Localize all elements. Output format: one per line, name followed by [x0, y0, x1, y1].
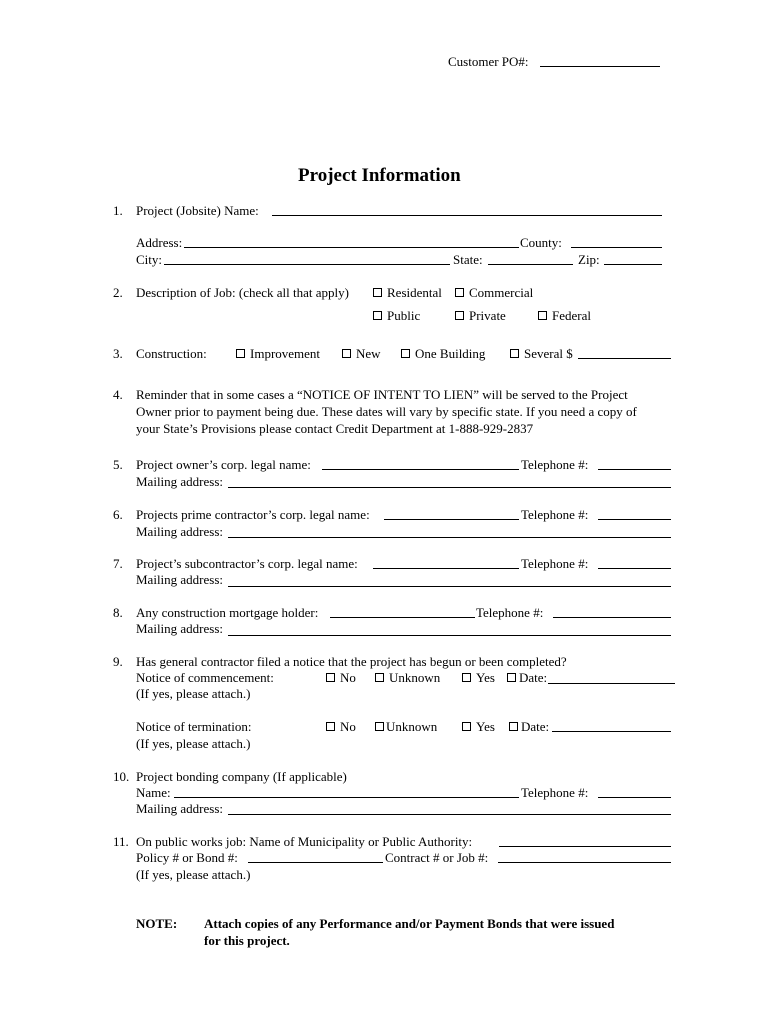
- address-label: Address:: [136, 235, 183, 250]
- commencement-date-checkbox[interactable]: [507, 673, 516, 682]
- termination-yes-label: Yes: [476, 719, 495, 734]
- bonding-name-label: Name:: [136, 785, 171, 800]
- commencement-yes-checkbox[interactable]: [462, 673, 471, 682]
- owner-name-label: Project owner’s corp. legal name:: [136, 457, 311, 472]
- several-label: Several $: [524, 346, 573, 361]
- improvement-checkbox[interactable]: [236, 349, 245, 358]
- county-label: County:: [520, 235, 562, 250]
- residental-label: Residental: [387, 285, 442, 300]
- customer-po-label: Customer PO#:: [448, 54, 529, 69]
- bonding-mailing-field[interactable]: [228, 814, 671, 815]
- policy-bond-label: Policy # or Bond #:: [136, 850, 238, 865]
- item-number-6: 6.: [113, 507, 123, 522]
- item-number-11: 11.: [113, 834, 129, 849]
- owner-telephone-field[interactable]: [598, 469, 671, 470]
- bonding-mailing-label: Mailing address:: [136, 801, 224, 816]
- bonding-company-label: Project bonding company (If applicable): [136, 769, 347, 784]
- construction-label: Construction:: [136, 346, 207, 361]
- several-amount-field[interactable]: [578, 358, 671, 359]
- termination-unknown-label: Unknown: [386, 719, 438, 734]
- termination-unknown-checkbox[interactable]: [375, 722, 384, 731]
- project-name-field[interactable]: [272, 215, 662, 216]
- federal-label: Federal: [552, 308, 591, 323]
- page-title: Project Information: [298, 165, 461, 186]
- improvement-label: Improvement: [250, 346, 321, 361]
- item-number-9: 9.: [113, 654, 123, 669]
- job-description-label: Description of Job: (check all that apply): [136, 285, 349, 300]
- item-number-5: 5.: [113, 457, 123, 472]
- note-line-1: Attach copies of any Performance and/or Payment Bonds that were issued: [204, 916, 615, 931]
- zip-field[interactable]: [604, 264, 662, 265]
- reminder-line-2: Owner prior to payment being due. These dates will vary by specific state. If you need a copy of: [136, 404, 637, 419]
- mortgage-holder-field[interactable]: [330, 617, 475, 618]
- prime-telephone-label: Telephone #:: [521, 507, 589, 522]
- bonding-telephone-field[interactable]: [598, 797, 671, 798]
- reminder-line-1: Reminder that in some cases a “NOTICE OF INTENT TO LIEN” will be served to the Project: [136, 387, 628, 402]
- commercial-label: Commercial: [469, 285, 534, 300]
- mortgage-holder-label: Any construction mortgage holder:: [136, 605, 319, 620]
- private-checkbox[interactable]: [455, 311, 464, 320]
- contract-job-field[interactable]: [498, 862, 671, 863]
- commencement-yes-label: Yes: [476, 670, 495, 685]
- prime-telephone-field[interactable]: [598, 519, 671, 520]
- prime-contractor-label: Projects prime contractor’s corp. legal name:: [136, 507, 370, 522]
- item-number-7: 7.: [113, 556, 123, 571]
- one-building-label: One Building: [415, 346, 486, 361]
- owner-mailing-field[interactable]: [228, 487, 671, 488]
- new-checkbox[interactable]: [342, 349, 351, 358]
- customer-po-field[interactable]: [540, 66, 660, 67]
- subcontractor-field[interactable]: [373, 568, 519, 569]
- bonding-telephone-label: Telephone #:: [521, 785, 589, 800]
- termination-attach-note: (If yes, please attach.): [136, 736, 251, 751]
- item-number-1: 1.: [113, 203, 123, 218]
- item-number-3: 3.: [113, 346, 123, 361]
- prime-contractor-field[interactable]: [384, 519, 519, 520]
- termination-yes-checkbox[interactable]: [462, 722, 471, 731]
- public-works-attach-note: (If yes, please attach.): [136, 867, 251, 882]
- one-building-checkbox[interactable]: [401, 349, 410, 358]
- mortgage-telephone-label: Telephone #:: [476, 605, 544, 620]
- policy-bond-field[interactable]: [248, 862, 383, 863]
- new-label: New: [356, 346, 381, 361]
- sub-mailing-field[interactable]: [228, 586, 671, 587]
- commencement-no-checkbox[interactable]: [326, 673, 335, 682]
- item-number-2: 2.: [113, 285, 123, 300]
- several-checkbox[interactable]: [510, 349, 519, 358]
- termination-label: Notice of termination:: [136, 719, 252, 734]
- sub-telephone-field[interactable]: [598, 568, 671, 569]
- sub-telephone-label: Telephone #:: [521, 556, 589, 571]
- item-number-8: 8.: [113, 605, 123, 620]
- commencement-attach-note: (If yes, please attach.): [136, 686, 251, 701]
- prime-mailing-label: Mailing address:: [136, 524, 224, 539]
- note-label: NOTE:: [136, 916, 178, 931]
- bonding-name-field[interactable]: [174, 797, 519, 798]
- commencement-no-label: No: [340, 670, 356, 685]
- termination-date-checkbox[interactable]: [509, 722, 518, 731]
- item-number-10: 10.: [113, 769, 130, 784]
- mortgage-mailing-field[interactable]: [228, 635, 671, 636]
- federal-checkbox[interactable]: [538, 311, 547, 320]
- mortgage-telephone-field[interactable]: [553, 617, 671, 618]
- commencement-unknown-label: Unknown: [389, 670, 441, 685]
- public-label: Public: [387, 308, 421, 323]
- termination-date-field[interactable]: [552, 731, 671, 732]
- termination-date-label: Date:: [521, 719, 550, 734]
- reminder-line-3: your State’s Provisions please contact Credit Department at 1-888-929-2837: [136, 421, 534, 436]
- public-checkbox[interactable]: [373, 311, 382, 320]
- mortgage-mailing-label: Mailing address:: [136, 621, 224, 636]
- commencement-unknown-checkbox[interactable]: [375, 673, 384, 682]
- notice-question: Has general contractor filed a notice that the project has begun or been completed?: [136, 654, 567, 669]
- residental-checkbox[interactable]: [373, 288, 382, 297]
- commencement-label: Notice of commencement:: [136, 670, 274, 685]
- subcontractor-label: Project’s subcontractor’s corp. legal name:: [136, 556, 358, 571]
- commencement-date-field[interactable]: [548, 683, 675, 684]
- prime-mailing-field[interactable]: [228, 537, 671, 538]
- contract-job-label: Contract # or Job #:: [385, 850, 489, 865]
- county-field[interactable]: [571, 247, 662, 248]
- address-field[interactable]: [184, 247, 519, 248]
- zip-label: Zip:: [578, 252, 600, 267]
- sub-mailing-label: Mailing address:: [136, 572, 224, 587]
- city-label: City:: [136, 252, 163, 267]
- termination-no-label: No: [340, 719, 356, 734]
- public-authority-field[interactable]: [499, 846, 671, 847]
- project-name-label: Project (Jobsite) Name:: [136, 203, 259, 218]
- private-label: Private: [469, 308, 506, 323]
- note-line-2: for this project.: [204, 933, 290, 948]
- owner-telephone-label: Telephone #:: [521, 457, 589, 472]
- commencement-date-label: Date:: [519, 670, 548, 685]
- termination-no-checkbox[interactable]: [326, 722, 335, 731]
- city-field[interactable]: [164, 264, 450, 265]
- commercial-checkbox[interactable]: [455, 288, 464, 297]
- owner-name-field[interactable]: [322, 469, 519, 470]
- owner-mailing-label: Mailing address:: [136, 474, 224, 489]
- item-number-4: 4.: [113, 387, 123, 402]
- state-field[interactable]: [488, 264, 573, 265]
- public-works-label: On public works job: Name of Municipality or Public Authority:: [136, 834, 473, 849]
- state-label: State:: [453, 252, 483, 267]
